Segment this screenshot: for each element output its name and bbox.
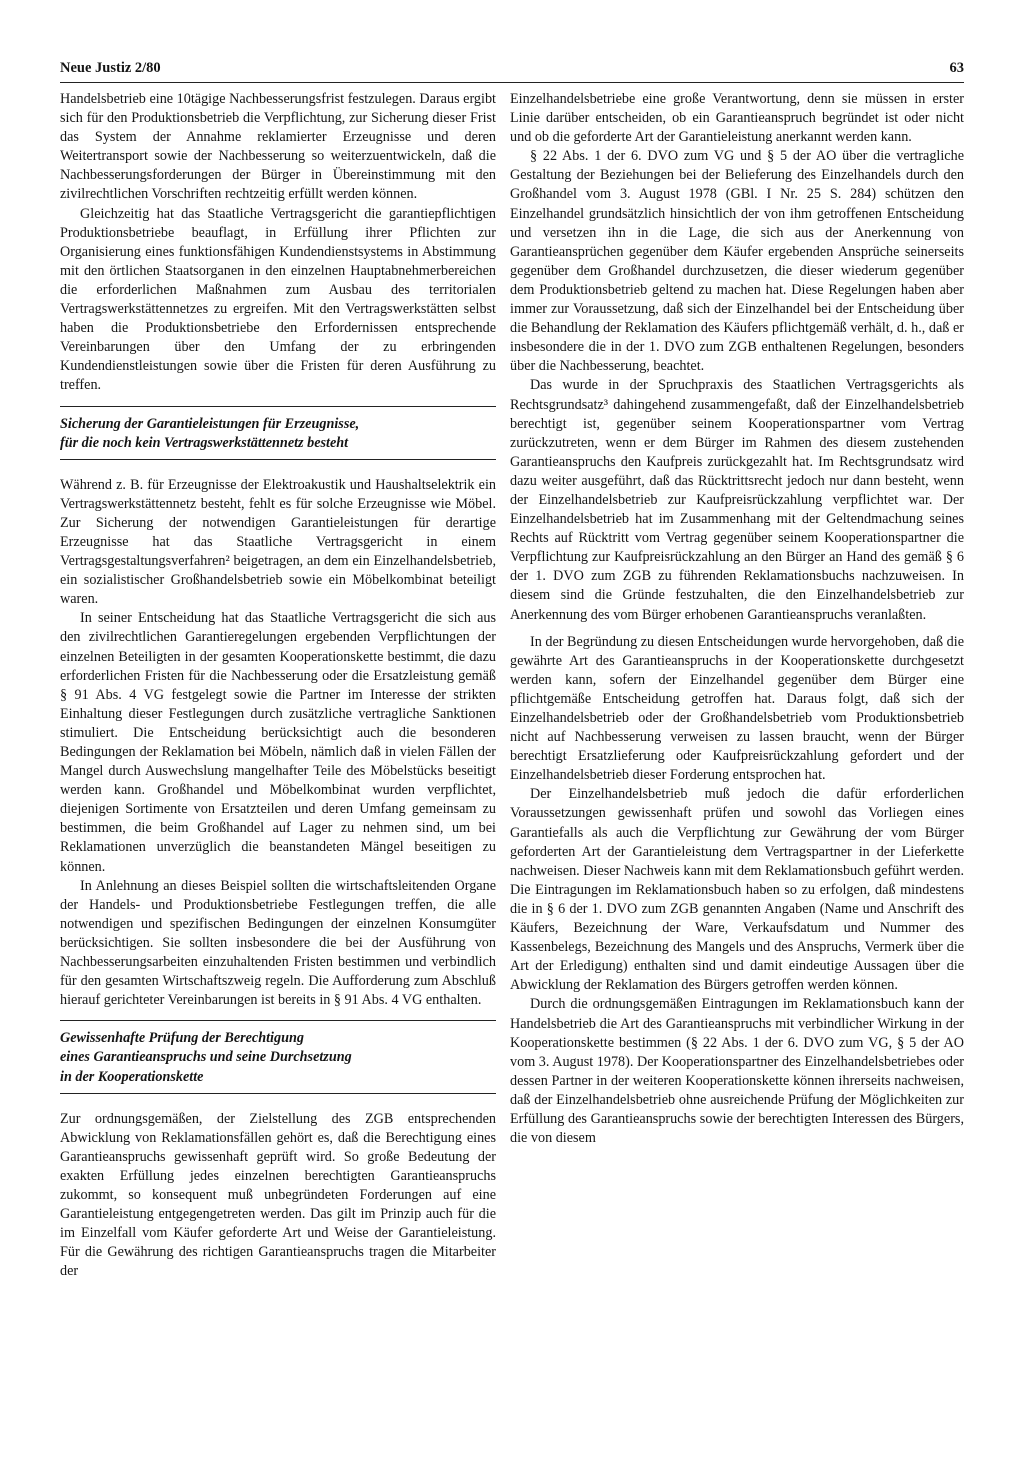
paragraph: Handelsbetrieb eine 10tägige Nachbesserungsfrist festzulegen. Daraus ergibt sich für den Produktionsbetrieb die Verpflichtung, zur Sicherung dieser Frist das System der Annahme reklamierter Erzeugnisse und deren Weitertransport sowie der Nachbesserung so weiterzuentwickeln, daß die Nachbesserungsforderungen der Bürger in Übereinstimmung mit den zivilrechtlichen Vorschriften rechtzeitig erfüllt werden können. — [60, 91, 496, 203]
paragraph: Der Einzelhandelsbetrieb muß jedoch die dafür erforderlichen Voraussetzungen gewissenhaft prüfen und sowohl das Vorliegen eines Garantiefalls als auch die Verpflichtung zur Gewährung der vom Bürger geforderten Art der Garantieleistung dem Vertragspartner in der Lieferkette nachweisen. Dieser Nachweis kann mit dem Reklamationsbuch geführt werden. Die Eintragungen im Reklamationsbuch haben so zu erfolgen, daß mindestens die in § 6 der 1. DVO zum ZGB genannten Angaben (Name und Anschrift des Käufers, Bezeichnung der Ware, Verkaufsdatum und Nummer des Kassenbelegs, Bezeichnung des Mangels und des Anspruchs, Vermerk über die Art der Erledigung) enthalten sind und damit eindeutige Aussagen über die Abwicklung der Reklamation des Bürgers getroffen werden können. — [510, 786, 964, 994]
right-column — [510, 90, 964, 1148]
section-heading — [60, 415, 496, 460]
paragraph: Das wurde in der Spruchpraxis des Staatlichen Vertragsgerichts als Rechtsgrundsatz³ dahingehend zusammengefaßt, daß der Einzelhandelsbetrieb berechtigt ist, gegenüber seinem Kooperationspartner vom Vertrag zurückzutreten, wenn er dem Bürger im Rahmen des diesem zustehenden Garantieanspruchs den Kaufpreis zurückgezahlt hat. Im Rechtsgrundsatz wird dazu weiter ausgeführt, daß das Rücktrittsrecht jedoch nur dann besteht, wenn der Einzelhandelsbetrieb zur Kaufpreisrückzahlung verpflichtet war. Der Einzelhandelsbetrieb hat im Zusammenhang mit der Geltendmachung seines Rechts auf Rücktritt vom Vertrag gegenüber seinem Kooperationspartner die Verpflichtung zur Kaufpreisrückzahlung an den Bürger an Hand des gemäß § 6 der 1. DVO zum ZGB zu führenden Reklamationsbuchs nachzuweisen. In diesem sind die Gründe festzuhalten, die den Einzelhandelsbetrieb zur Anerkennung des vom Bürger erhobenen Garantieanspruchs veranlaßten. — [510, 377, 964, 623]
section-heading — [60, 1029, 496, 1093]
paragraph: In seiner Entscheidung hat das Staatliche Vertragsgericht die sich aus den zivilrechtlichen Garantieregelungen ergebenden Verpflichtungen der einzelnen Beteiligten in der gesamten Kooperationskette bestimmt, die dazu erforderlichen Fristen für die Nachbesserung oder die Ersatzleistung gemäß § 91 Abs. 4 VG festgelegt sowie die Partner im Interesse der strikten Einhaltung dieser Festlegungen durch zusätzliche vertragliche Sanktionen stimuliert. Die Entscheidung berücksichtigt auch die besonderen Bedingungen der Reklamation bei Möbeln, nämlich daß in vielen Fällen der Mangel durch Auswechslung mangelhafter Teile des Möbelstücks beseitigt werden kann. Großhandel und Möbelkombinat wurden verpflichtet, diejenigen Sortimente von Ersatzteilen und deren Umfang gemeinsam zu bestimmen, die beim Großhandel auf Lager zu nehmen sind, um bei Reklamationen unverzüglich die beanstandeten Mängel beseitigen zu können. — [60, 610, 496, 875]
journal-title: Neue Justiz 2/80 — [60, 60, 161, 76]
paragraph: Einzelhandelsbetriebe eine große Verantwortung, denn sie müssen in erster Linie darüber entscheiden, ob ein Garantieanspruch begründet ist oder nicht und ob die geforderte Art der Garantieleistung anerkannt werden kann. — [510, 91, 964, 146]
paragraph: Durch die ordnungsgemäßen Eintragungen im Reklamationsbuch kann der Handelsbetrieb die Art des Garantieanspruchs mit verbindlicher Wirkung in der Kooperationskette bestimmen (§ 22 Abs. 1 der 6. DVO zum VG, § 5 der AO vom 3. August 1978). Der Kooperationspartner des Einzelhandelsbetriebes oder dessen Partner in der weiteren Kooperationskette können ihrerseits nachweisen, daß der Einzelhandelsbetrieb ohne ausreichende Prüfung der Möglichkeiten zur Erfüllung des Garantieanspruchs sowie der berechtigten Interessen des Bürgers, die von diesem — [510, 996, 964, 1147]
spacer — [60, 1102, 496, 1110]
page-number: 63 — [949, 60, 964, 76]
paragraph: In der Begründung zu diesen Entscheidungen wurde hervorgehoben, daß die gewährte Art des Garantieanspruchs in der Kooperationskette durchgesetzt werden kann, sofern der Einzelhandel gegenüber dem Bürger eine pflichtgemäße Entscheidung getroffen hat. Daraus folgt, daß sich der Einzelhandelsbetrieb oder der Großhandelsbetrieb vom Produktionsbetrieb nicht auf Nachbesserung verweisen zu lassen braucht, wenn der Bürger berechtigt Ersatzlieferung oder Kaufpreisrückzahlung gefordert und der Einzelhandelsbetrieb dieser Forderung entsprochen hat. — [510, 633, 964, 784]
left-column — [60, 90, 496, 1281]
paragraph: Zur ordnungsgemäßen, der Zielstellung des ZGB entsprechenden Abwicklung von Reklamationsfällen gehört es, daß die Berechtigung eines Garantieanspruchs gewissenhaft geprüft wird. So große Bedeutung der exakten Erfüllung jedes einzelnen berechtigten Garantieanspruchs zukommt, so konsequent muß unbegründeten Forderungen auf eine Garantieleistung entgegengetreten werden. Das gilt im Prinzip auch für die im Einzelfall vom Käufer geforderte Art und Weise der Garantieleistung. Für die Gewährung des richtigen Garantieanspruchs tragen die Mitarbeiter der — [60, 1110, 496, 1280]
spacer — [510, 625, 964, 633]
heading-line: für die noch kein Vertragswerkstättennetz besteht — [60, 434, 349, 451]
paragraph: In Anlehnung an dieses Beispiel sollten die wirtschaftsleitenden Organe der Handels- und Produktionsbetriebe Festlegungen treffen, die alle notwendigen und spezifischen Bedingungen der einzelnen Konsumgüter berücksichtigen. Sie sollten insbesondere die bei der Ausführung von Nachbesserungsarbeiten einzuhaltenden Fristen bestimmen und verbindlich für den gesamten Wirtschaftszweig regeln. Die Aufforderung zum Abschluß hierauf gerichteter Vereinbarungen ist bereits in § 91 Abs. 4 VG enthalten. — [60, 877, 496, 1009]
page-header — [60, 58, 964, 83]
spacer — [60, 468, 496, 476]
heading-line: Gewissenhafte Prüfung der Berechtigung — [60, 1030, 304, 1047]
heading-line: in der Kooperationskette — [60, 1068, 204, 1085]
section-divider — [60, 1020, 496, 1021]
paragraph: § 22 Abs. 1 der 6. DVO zum VG und § 5 der AO über die vertragliche Gestaltung der Beziehungen bei der Belieferung des Einzelhandels durch den Großhandel vom 3. August 1978 (GBl. I Nr. 25 S. 284) schützen den Einzelhandel grundsätzlich hinsichtlich der von ihm getroffenen Entscheidung und versetzen ihn in die Lage, die sich aus der Anerkennung von Garantieansprüchen gegenüber dem Käufer ergebenden Ansprüche seinerseits gegenüber dem Großhandel durchzusetzen, die dieser wiederum gegenüber dem Produktionsbetrieb geltend zu machen hat. Diese Regelungen haben aber immer zur Voraussetzung, daß sich der Einzelhandel bei der Entscheidung über die Behandlung der Reklamation des Käufers pflichtgemäß verhält, d. h., daß er insbesondere die in der 1. DVO zum ZGB enthaltenen Regelungen, besonders über die Nachbesserung, beachtet. — [510, 148, 964, 375]
heading-line: eines Garantieanspruchs und seine Durchsetzung — [60, 1049, 352, 1066]
section-divider — [60, 406, 496, 407]
paragraph: Gleichzeitig hat das Staatliche Vertragsgericht die garantiepflichtigen Produktionsbetriebe beauflagt, in Erfüllung ihrer Pflichten zur Organisierung eines funktionsfähigen Kundendienstsystems in Abstimmung mit den örtlichen Staatsorganen in den einzelnen Hauptabnehmerbereichen die erforderlichen Maßnahmen zum Ausbau des territorialen Vertragswerkstättennetzes zu ergreifen. Mit den Vertragswerkstätten selbst haben die Produktionsbetriebe den Erfordernissen entsprechende Vereinbarungen über den Umfang der zu erbringenden Kundendienstleistungen sowie über die Fristen für deren Ausführung zu treffen. — [60, 205, 496, 394]
heading-line: Sicherung der Garantieleistungen für Erzeugnisse, — [60, 415, 360, 432]
paragraph: Während z. B. für Erzeugnisse der Elektroakustik und Haushaltselektrik ein Vertragswerkstättennetz besteht, fehlt es für solche Erzeugnisse wie Möbel. Zur Sicherung der notwendigen Garantieleistungen für derartige Erzeugnisse hat das Staatliche Vertragsgericht in einem Vertragsgestaltungsverfahren² beigetragen, an dem ein Einzelhandelsbetrieb, ein sozialistischer Großhandelsbetrieb sowie ein Möbelkombinat beteiligt waren. — [60, 476, 496, 608]
